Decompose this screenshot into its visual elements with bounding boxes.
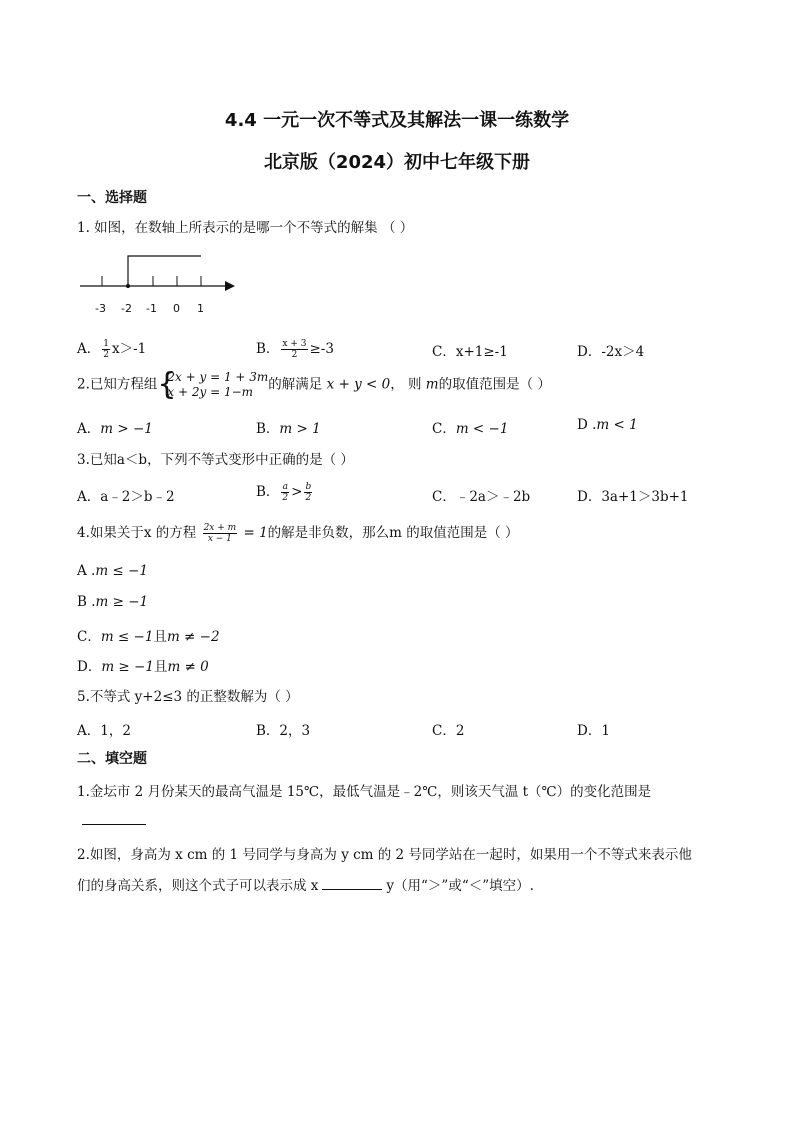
fill-question-2-blank [322, 875, 382, 890]
tick-label: -3 [95, 302, 106, 315]
q5-option-c: C．2 [432, 723, 465, 739]
question-1-text: 1. 如图，在数轴上所表示的是哪一个不等式的解集 （ ） [77, 220, 414, 236]
q2-option-c: C．m < −1 [432, 421, 509, 437]
q2-option-b: B．m > 1 [256, 421, 321, 437]
fill-question-2-line1: 2.如图，身高为 x cm 的 1 号同学与身高为 y cm 的 2 号同学站在一起时，如果用一个不等式来表示他 [77, 847, 692, 863]
q3-option-c: C．﹣2a＞﹣2b [432, 489, 531, 505]
fill-question-1-blank [82, 810, 146, 825]
q1-option-c: C．x+1≥-1 [432, 344, 508, 360]
question-4-text: 4.如果关于x 的方程 $\frac{2x + m}{x - 1}$ = 1的解是非负数，那么m 的取值范围是（ ） [77, 523, 519, 544]
number-line-figure [75, 250, 245, 316]
q4-option-b: B .m ≥ −1 [77, 594, 149, 610]
q1-option-b: B． $\frac{x + 3}{2}$ ≥-3 [256, 339, 334, 360]
equation-system: { 2x + y = 1 + 3m x + 2y = 1−m [157, 367, 269, 402]
q5-option-d: D．1 [577, 723, 610, 739]
q4-option-a: A .m ≤ −1 [77, 563, 148, 579]
q5-option-b: B．2，3 [256, 723, 311, 739]
question-3-text: 3.已知a＜b，下列不等式变形中正确的是（ ） [77, 452, 354, 468]
tick-label: 0 [173, 302, 180, 315]
q2-option-d: D .m < 1 [577, 417, 638, 433]
fill-question-1-text: 1.金坛市 2 月份某天的最高气温是 15℃，最低气温是﹣2℃，则该天气温 t（℃）的变化范围是 [77, 784, 652, 800]
tick-label: -2 [121, 302, 132, 315]
q1-option-d: D．-2x＞4 [577, 344, 645, 360]
fill-question-2-line2: 们的身高关系，则这个式子可以表示成 x y（用“＞”或“＜”填空）. [77, 874, 534, 894]
section-heading-fill-in: 二、填空题 [77, 751, 147, 767]
section-heading-choice: 一、选择题 [77, 190, 147, 206]
document-subtitle: 北京版（2024）初中七年级下册 [263, 152, 531, 173]
q3-option-d: D．3a+1＞3b+1 [577, 489, 689, 505]
q4-option-d: D．m ≥ −1且m ≠ 0 [77, 659, 209, 675]
tick-label: -1 [146, 302, 157, 315]
tick-label: 1 [197, 302, 204, 315]
q5-option-a: A．1，2 [77, 723, 131, 739]
q3-option-b: B． $\frac{a}{2}$ > $\frac{b}{2}$ [256, 482, 312, 503]
question-2-text: 2.已知方程组 { 2x + y = 1 + 3m x + 2y = 1−m 的解满足 x + y < 0， 则 m的取值范围是（ ） [77, 367, 551, 402]
q3-option-a: A．a﹣2＞b﹣2 [77, 489, 175, 505]
document-title: 4.4 一元一次不等式及其解法一课一练数学 [224, 110, 570, 131]
question-5-text: 5.不等式 y+2≤3 的正整数解为（ ） [77, 689, 299, 705]
q2-option-a: A．m > −1 [77, 421, 153, 437]
q1-option-a: A． $\frac{1}{2}$ x＞-1 [77, 339, 147, 360]
q4-option-c: C．m ≤ −1且m ≠ −2 [77, 629, 220, 645]
